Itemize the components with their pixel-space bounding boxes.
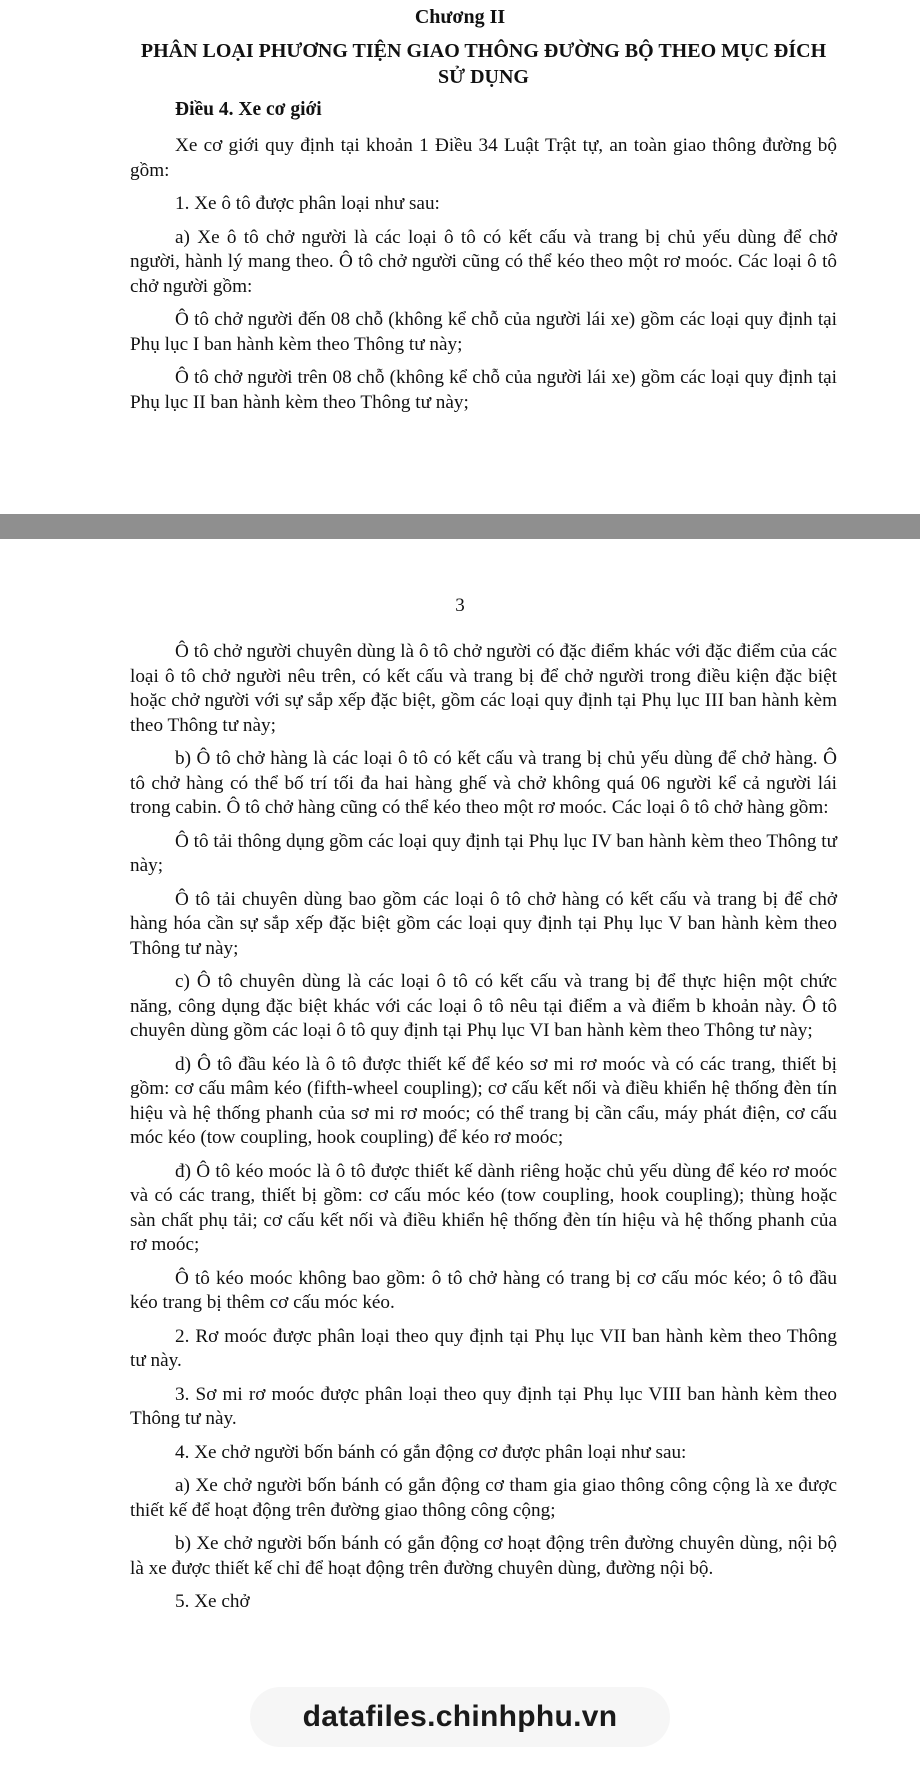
paragraph: a) Xe ô tô chở người là các loại ô tô có kết cấu và trang bị chủ yếu dùng để chở người, hành lý mang theo. Ô tô chở người cũng có thể kéo theo một rơ moóc. Các loại ô tô chở người gồm: <box>130 226 837 297</box>
chapter-number: Chương II <box>414 6 506 28</box>
paragraph: d) Ô tô đầu kéo là ô tô được thiết kế để kéo sơ mi rơ moóc và có các trang, thiết bị gồm: cơ cấu mâm kéo (fifth-wheel coupling); cơ cấu kết nối và điều khiển hệ thống đèn tín hiệu và hệ thống phanh của sơ mi rơ moóc; có thể trang bị cần cẩu, máy phát điện, cơ cấu móc kéo (tow coupling, hook coupling) để kéo rơ moóc; <box>130 1053 837 1148</box>
document-page-2 <box>0 539 920 1780</box>
page-break-divider <box>0 514 920 539</box>
watermark-text: datafiles.chinhphu.vn <box>302 1700 618 1733</box>
watermark-banner <box>250 1687 670 1747</box>
paragraph: Ô tô kéo moóc không bao gồm: ô tô chở hàng có trang bị cơ cấu móc kéo; ô tô đầu kéo trang bị thêm cơ cấu móc kéo. <box>130 1267 837 1313</box>
paragraph: 4. Xe chở người bốn bánh có gắn động cơ được phân loại như sau: <box>175 1441 687 1463</box>
paragraph: 1. Xe ô tô được phân loại như sau: <box>175 193 440 214</box>
paragraph: Ô tô chở người trên 08 chỗ (không kể chỗ của người lái xe) gồm các loại quy định tại Phụ lục II ban hành kèm theo Thông tư này; <box>130 367 837 413</box>
page-1-body <box>130 134 837 415</box>
paragraph: Ô tô chở người chuyên dùng là ô tô chở người có đặc điểm khác với đặc điểm của các loại ô tô chở người nêu trên, có kết cấu và trang bị để chở người trong điều kiện đặc biệt hoặc chở người với sự sắp xếp đặc biệt, gồm các loại quy định tại Phụ lục III ban hành kèm theo Thông tư này; <box>130 641 837 736</box>
paragraph: 3. Sơ mi rơ moóc được phân loại theo quy định tại Phụ lục VIII ban hành kèm theo Thông tư này. <box>130 1383 837 1429</box>
paragraph: b) Xe chở người bốn bánh có gắn động cơ hoạt động trên đường chuyên dùng, nội bộ là xe được thiết kế chỉ để hoạt động trên đường chuyên dùng, đường nội bộ. <box>130 1533 837 1579</box>
page-number: 3 <box>455 595 465 616</box>
paragraph: đ) Ô tô kéo moóc là ô tô được thiết kế dành riêng hoặc chủ yếu dùng để kéo rơ moóc và có các trang, thiết bị gồm: cơ cấu móc kéo (tow coupling, hook coupling); thùng hoặc sàn chất phụ tải; cơ cấu kết nối và điều khiển hệ thống đèn tín hiệu và hệ thống phanh của rơ moóc; <box>130 1160 837 1255</box>
paragraph: c) Ô tô chuyên dùng là các loại ô tô có kết cấu và trang bị để thực hiện một chức năng, công dụng đặc biệt khác với các loại ô tô nêu tại điểm a và điểm b khoản này. Ô tô chuyên dùng gồm các loại ô tô quy định tại Phụ lục VI ban hành kèm theo Thông tư này; <box>130 971 837 1041</box>
paragraph: Ô tô tải thông dụng gồm các loại quy định tại Phụ lục IV ban hành kèm theo Thông tư này; <box>130 830 837 876</box>
paragraph: a) Xe chở người bốn bánh có gắn động cơ tham gia giao thông công cộng là xe được thiết kế để hoạt động trên đường giao thông công cộng; <box>130 1475 837 1521</box>
paragraph: Ô tô chở người đến 08 chỗ (không kể chỗ của người lái xe) gồm các loại quy định tại Phụ lục I ban hành kèm theo Thông tư này; <box>130 309 837 355</box>
paragraph: Ô tô tải chuyên dùng bao gồm các loại ô tô chở hàng có kết cấu và trang bị để chở hàng hóa cần sự sắp xếp đặc biệt gồm các loại quy định tại Phụ lục V ban hành kèm theo Thông tư này; <box>130 888 837 959</box>
paragraph: Xe cơ giới quy định tại khoản 1 Điều 34 Luật Trật tự, an toàn giao thông đường bộ gồm: <box>130 135 837 181</box>
paragraph: 2. Rơ moóc được phân loại theo quy định tại Phụ lục VII ban hành kèm theo Thông tư này. <box>130 1325 837 1371</box>
paragraph: b) Ô tô chở hàng là các loại ô tô có kết cấu và trang bị chủ yếu dùng để chở hàng. Ô tô chở hàng có thể bố trí tối đa hai hàng ghế và chở không quá 06 người kể cả người lái trong cabin. Ô tô chở hàng cũng có thể kéo theo một rơ moóc. Các loại ô tô chở hàng gồm: <box>130 748 837 818</box>
document-page-1 <box>0 0 920 514</box>
article-heading: Điều 4. Xe cơ giới <box>175 99 322 120</box>
paragraph: 5. Xe chở <box>175 1591 250 1612</box>
chapter-title: PHÂN LOẠI PHƯƠNG TIỆN GIAO THÔNG ĐƯỜNG BỘ THEO MỤC ĐÍCH SỬ DỤNG <box>140 40 827 88</box>
page-2-body <box>130 640 837 1615</box>
